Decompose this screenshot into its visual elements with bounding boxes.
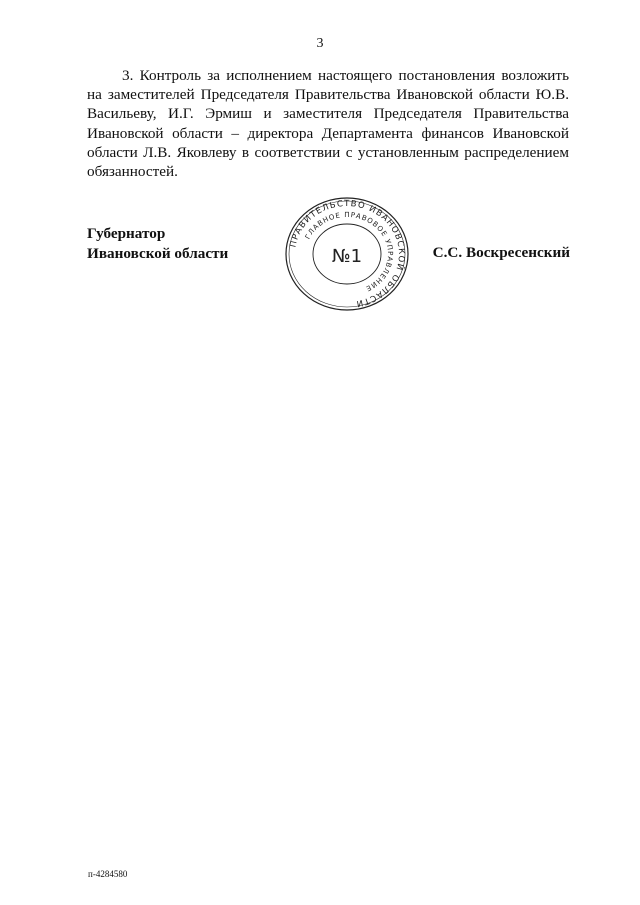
seal-outer-text-path: ПРАВИТЕЛЬСТВО ИВАНОВСКОЙ ОБЛАСТИ <box>288 198 407 309</box>
signature-position <box>87 224 228 263</box>
signer-name: С.С. Воскресенский <box>432 244 570 261</box>
signature-position-line1: Губернатор <box>87 225 166 242</box>
document-code: п-4284580 <box>88 869 128 879</box>
seal-number: №1 <box>331 246 363 267</box>
official-seal <box>283 196 411 312</box>
seal-inner-text-path: ГЛАВНОЕ ПРАВОВОЕ УПРАВЛЕНИЕ <box>303 210 395 293</box>
page-number: 3 <box>316 36 324 51</box>
body-paragraph: 3. Контроль за исполнением настоящего постановления возложить на заместителей Председателя Правительства Ивановской области Ю.В. Васильеву, И.Г. Эрмиш и заместителя Председателя Правительства Ивановской области – директора Департамента финансов Ивановской области Л.В. Яковлеву в соответствии с установленным распределением обязанностей. <box>87 67 569 181</box>
signature-position-line2: Ивановской области <box>87 244 229 262</box>
